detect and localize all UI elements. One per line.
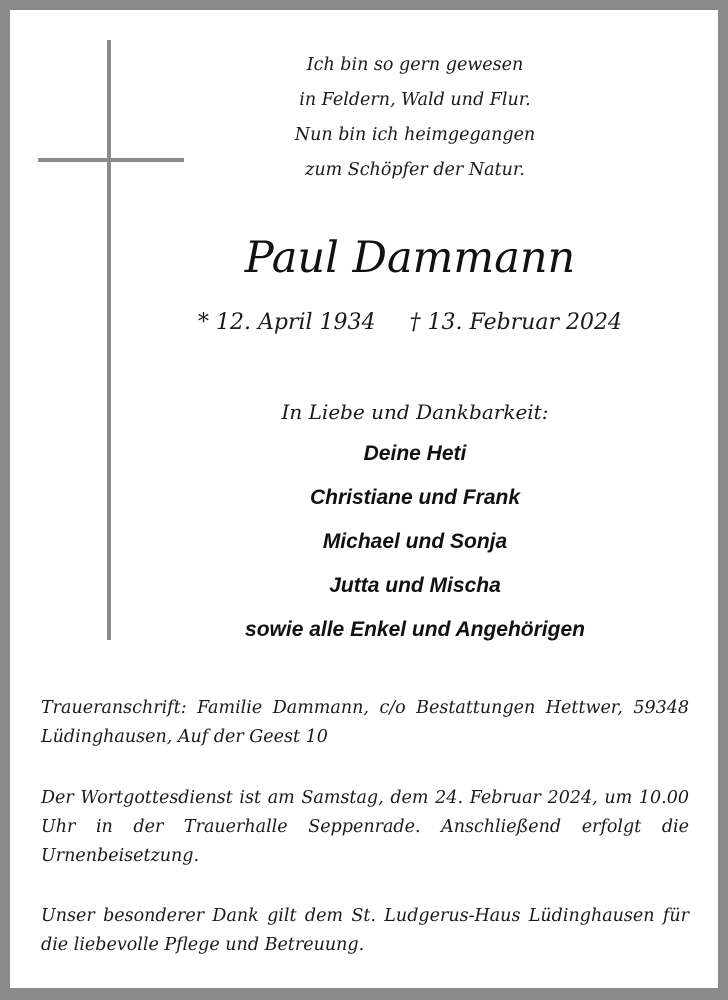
birth-date: * 12. April 1934 [198,310,376,335]
cross-icon [107,40,111,640]
mourners-intro: In Liebe und Dankbarkeit: [281,400,549,424]
obituary-notice [10,10,718,988]
mourner-name: Michael und Sonja [322,530,508,553]
mourners-block [160,392,670,652]
deceased-name: Paul Dammann [244,233,576,283]
poem-line: zum Schöpfer der Natur. [305,160,525,180]
poem-line: in Feldern, Wald und Flur. [299,90,531,110]
death-date: † 13. Februar 2024 [409,310,622,335]
cross-icon-bar [38,158,184,162]
poem-line: Nun bin ich heimgegangen [294,125,536,145]
mourner-name: Deine Heti [363,442,467,465]
mourner-name: sowie alle Enkel und Angehörigen [245,618,585,641]
life-dates [160,306,660,340]
thanks-notice: Unser besonderer Dank gilt dem St. Ludgerus-Haus Lüdinghausen für die liebevolle Pflege und Betreuung. [41,906,689,955]
poem-line: Ich bin so gern gewesen [306,55,524,75]
service-notice: Der Wortgottesdienst ist am Samstag, dem 24. Februar 2024, um 10.00 Uhr in der Trauerhalle Seppenrade. Anschließend erfolgt die Urnenbeisetzung. [41,788,689,866]
mourner-name: Christiane und Frank [309,486,521,509]
poem [210,48,620,188]
mourner-name: Jutta und Mischa [329,574,501,597]
mourning-address: Traueranschrift: Familie Dammann, c/o Bestattungen Hettwer, 59348 Lüdinghausen, Auf der Geest 10 [41,698,689,747]
